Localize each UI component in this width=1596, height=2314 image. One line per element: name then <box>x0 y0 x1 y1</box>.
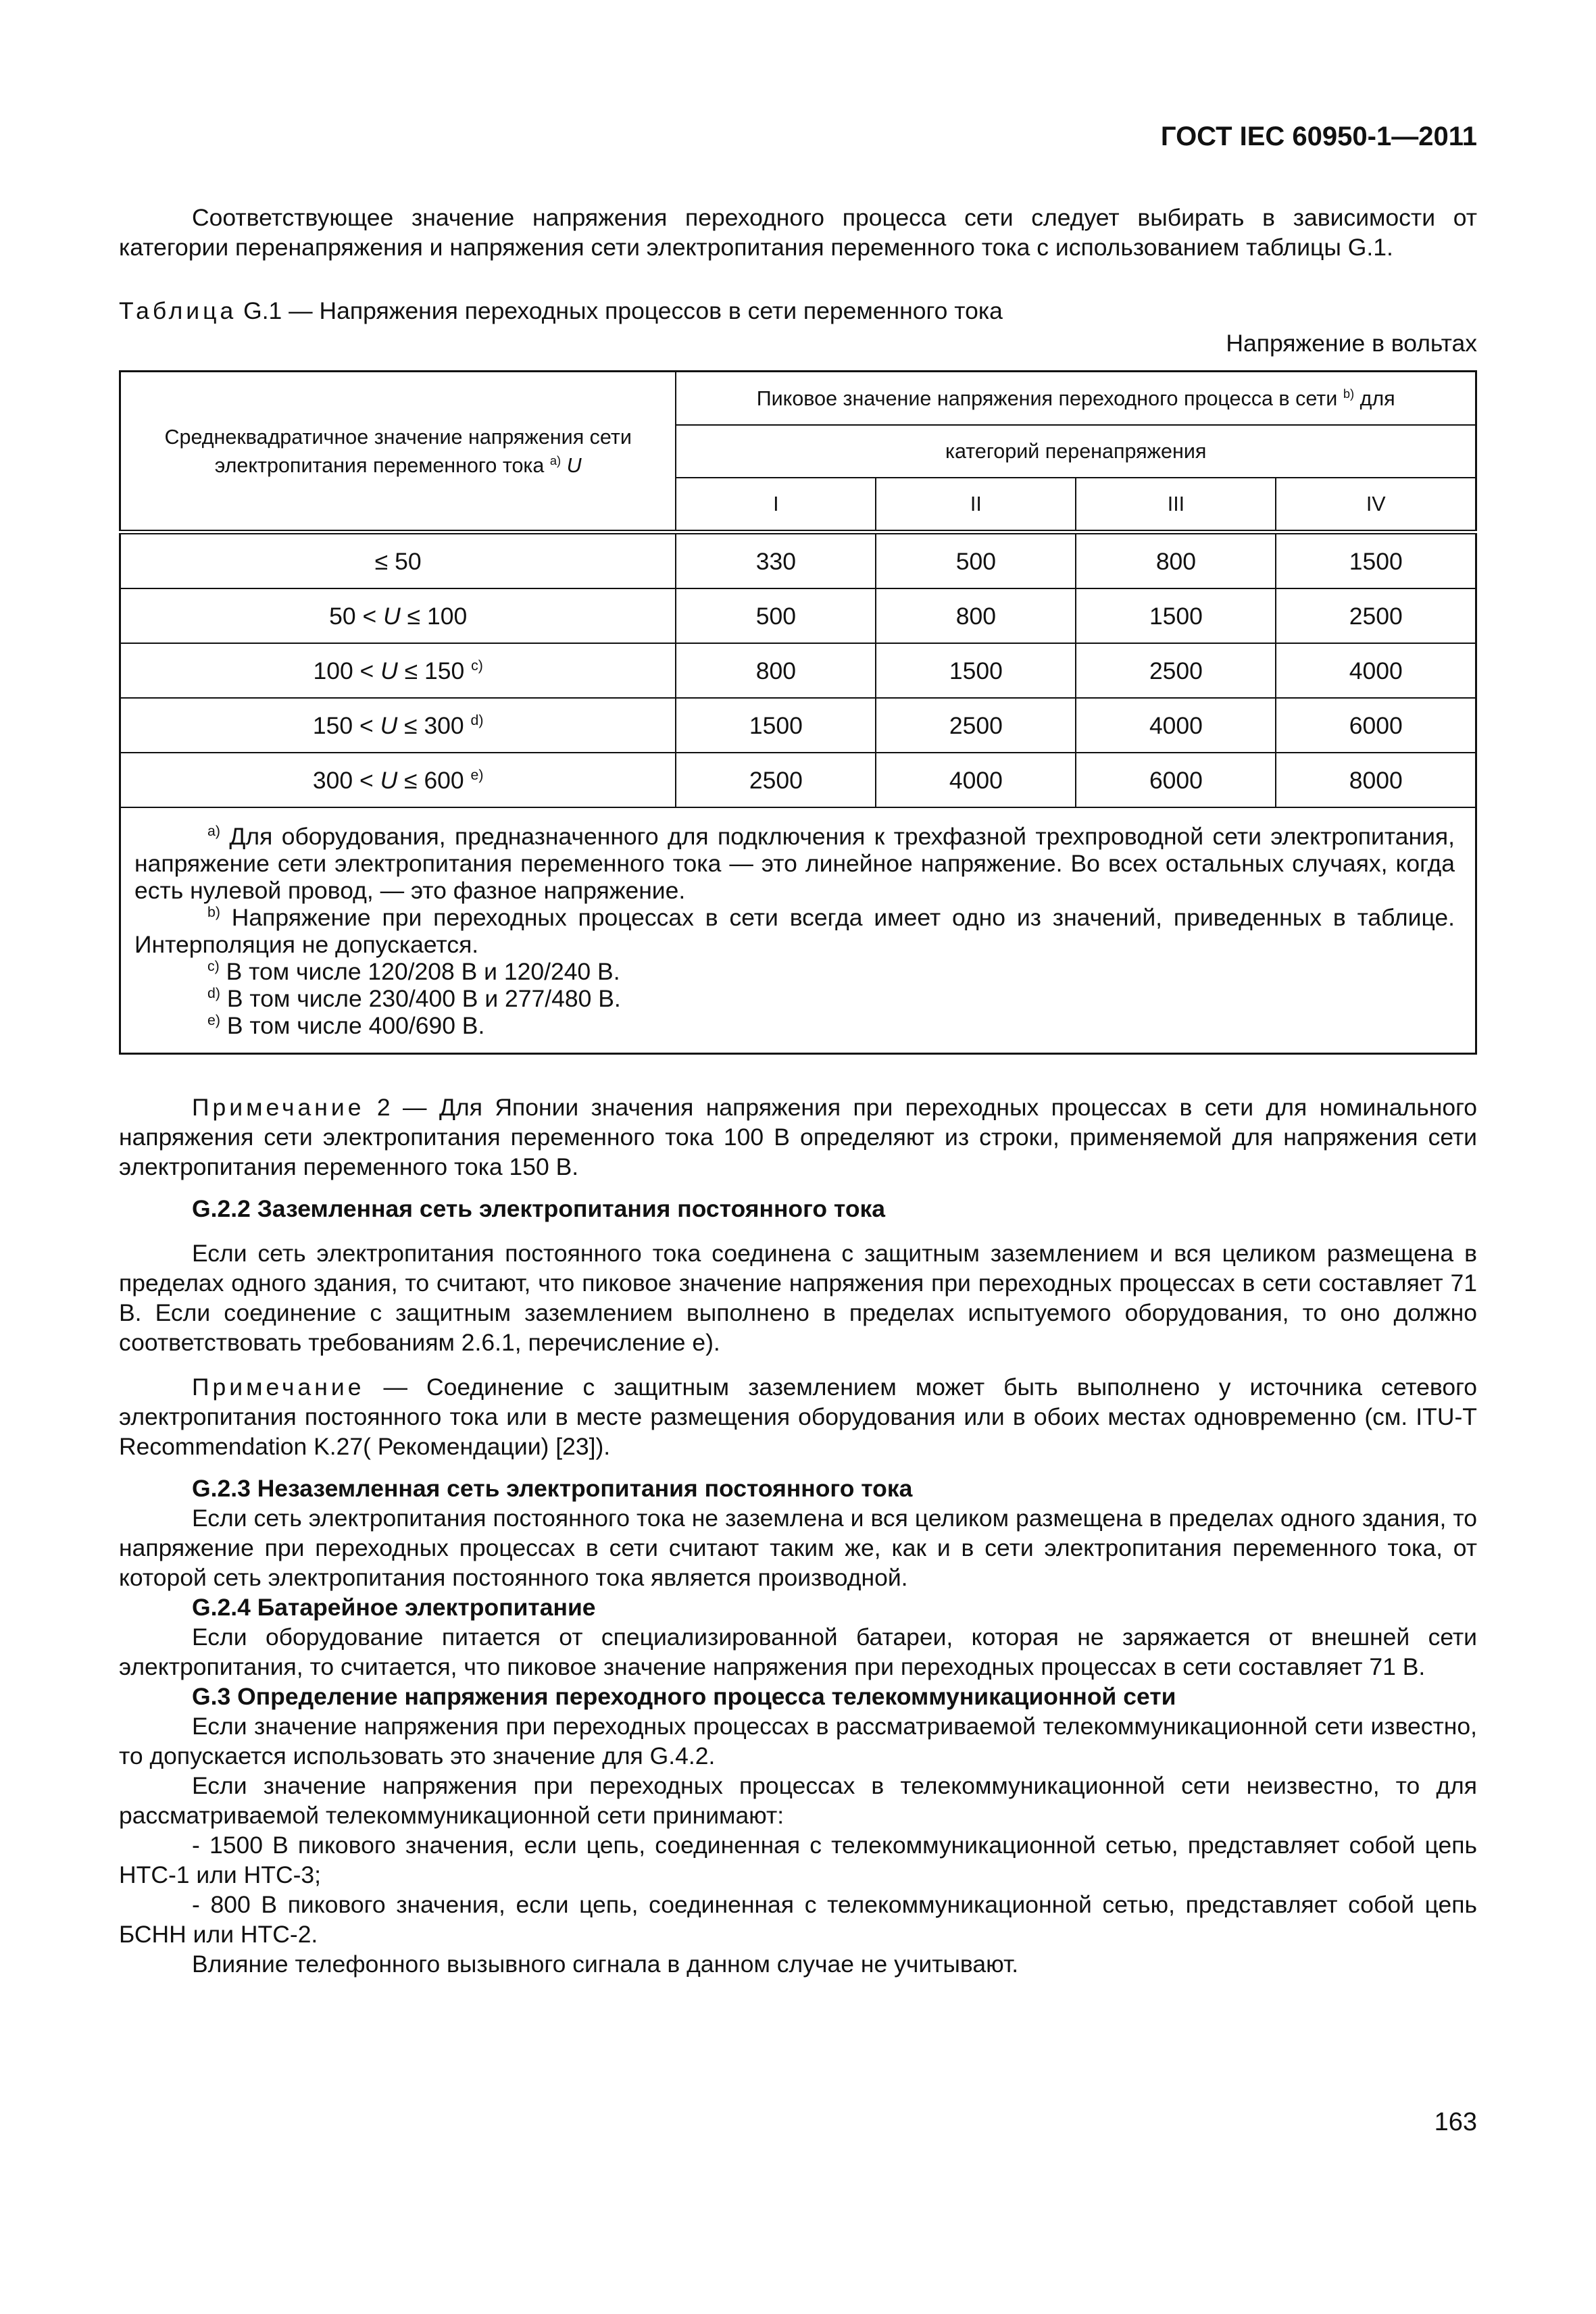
category-header: категорий перенапряжения <box>676 425 1476 478</box>
note-label: Примечание <box>192 1374 365 1401</box>
value-cell: 2500 <box>676 753 876 807</box>
range-symbol: U <box>380 766 398 794</box>
voltage-range-cell <box>120 698 676 753</box>
peak-header-prefix: Пиковое значение напряжения переходного процесса в сети <box>756 386 1338 410</box>
value-cell: 1500 <box>676 698 876 753</box>
range-upper: ≤ 100 <box>407 602 468 630</box>
section-g3-list-item-2: - 800 В пикового значения, если цепь, соединенная с телекоммуникационной сетью, представляет собой цепь БСНН или НТС-2. <box>119 1891 1477 1948</box>
range-upper: ≤ 150 <box>404 657 465 684</box>
table-row <box>120 753 1476 807</box>
page-content <box>119 203 1477 1979</box>
note-text: 2 — Для Японии значения напряжения при переходных процессах в сети для номинального напряжения сети электропитания переменного тока 100 В определяют из строки, применяемой для напряжения сети электропитания переменного тока 150 В. <box>119 1094 1478 1180</box>
peak-voltage-header <box>676 372 1476 426</box>
footnote-c <box>134 958 1455 985</box>
section-g23-paragraph: Если сеть электропитания постоянного тока не заземлена и вся целиком размещена в пределах одного здания, то напряжение при переходных процессах в сети считают таким же, как и в сети электропитания переменного тока, от которой сеть электропитания постоянного тока является производной. <box>119 1505 1477 1591</box>
footnote-a <box>134 823 1455 904</box>
note-text: — Соединение с защитным заземлением может быть выполнено у источника сетевого электропитания постоянного тока или в месте размещения оборудования или в обоих местах одновременно (см. ITU-T Recommendation K.27( Рекомендации) [23]). <box>119 1374 1477 1460</box>
value-cell: 1500 <box>1276 532 1476 589</box>
value-cell: 6000 <box>1276 698 1476 753</box>
value-cell: 800 <box>876 588 1076 643</box>
section-g22-note <box>119 1372 1477 1461</box>
standard-header: ГОСТ IEC 60950-1—2011 <box>1160 122 1477 151</box>
value-cell: 8000 <box>1276 753 1476 807</box>
voltage-range-cell <box>120 532 676 589</box>
range-lower: 150 < <box>312 711 374 739</box>
range-lower: 100 < <box>313 657 374 684</box>
table-row <box>120 698 1476 753</box>
value-cell: 6000 <box>1076 753 1276 807</box>
table-caption-title: G.1 — Напряжения переходных процессов в сети переменного тока <box>243 297 1003 324</box>
rms-header-symbol: U <box>566 453 582 477</box>
footnote-mark: e) <box>207 1012 220 1029</box>
section-g3-paragraph-2: Если значение напряжения при переходных процессах в телекоммуникационной сети неизвестно, то для рассматриваемой телекоммуникационной сети принимают: <box>119 1772 1477 1829</box>
footnote-mark: a) <box>207 823 220 840</box>
table-row <box>120 532 1476 589</box>
footnote-d <box>134 985 1455 1012</box>
note-label: Примечание <box>192 1094 365 1121</box>
table-row <box>120 588 1476 643</box>
value-cell: 800 <box>676 643 876 698</box>
category-ii: II <box>876 478 1076 532</box>
voltage-range-cell <box>120 753 676 807</box>
table-caption <box>119 296 1477 326</box>
range-symbol: U <box>380 657 398 684</box>
value-cell: 1500 <box>876 643 1076 698</box>
value-cell: 2500 <box>1276 588 1476 643</box>
voltage-range-cell <box>120 588 676 643</box>
footnote-text: В том числе 400/690 В. <box>226 1012 485 1039</box>
section-title-g22: G.2.2 Заземленная сеть электропитания постоянного тока <box>192 1195 886 1222</box>
category-iv: IV <box>1276 478 1476 532</box>
footnote-mark: c) <box>207 958 220 975</box>
rms-header-text: Среднеквадратичное значение напряжения сети электропитания переменного тока <box>164 425 632 477</box>
range-lower: 50 < <box>329 602 377 630</box>
value-cell: 800 <box>1076 532 1276 589</box>
category-iii: III <box>1076 478 1276 532</box>
footnote-b <box>134 904 1455 958</box>
footnote-text: В том числе 230/400 В и 277/480 В. <box>226 985 621 1012</box>
section-g24-paragraph: Если оборудование питается от специализированной батареи, которая не заряжается от внешней сети электропитания, то считается, что пиковое значение напряжения при переходных процессах в сети составляет 71 В. <box>119 1624 1477 1680</box>
peak-header-sup: b) <box>1343 386 1355 401</box>
value-cell: 4000 <box>1076 698 1276 753</box>
table-units: Напряжение в вольтах <box>1226 330 1477 357</box>
footnote-text: В том числе 120/208 В и 120/240 В. <box>226 958 620 985</box>
range-footnote-mark: e) <box>470 766 484 783</box>
table-footnotes-row <box>120 807 1476 1054</box>
value-cell: 500 <box>676 588 876 643</box>
value-cell: 330 <box>676 532 876 589</box>
table-caption-label: Таблица <box>119 297 237 324</box>
range-symbol: U <box>380 711 398 739</box>
section-g3-list-item-1: - 1500 В пикового значения, если цепь, соединенная с телекоммуникационной сетью, представляет собой цепь НТС-1 или НТС-3; <box>119 1832 1477 1888</box>
section-g22-paragraph: Если сеть электропитания постоянного тока соединена с защитным заземлением и вся целиком размещена в пределах одного здания, то считают, что пиковое значение напряжения при переходных процессах в сети составляет 71 В. Если соединение с защитным заземлением выполнено в пределах испытуемого оборудования, то оно должно соответствовать требованиям 2.6.1, перечисление е). <box>119 1240 1477 1356</box>
value-cell: 4000 <box>876 753 1076 807</box>
range-symbol: U <box>383 602 401 630</box>
footnote-text: Напряжение при переходных процессах в сети всегда имеет одно из значений, приведенных в таблице. Интерполяция не допускается. <box>134 904 1455 958</box>
table-footnotes <box>120 807 1476 1054</box>
range-text: ≤ 50 <box>374 547 422 575</box>
section-g3-paragraph-3: Влияние телефонного вызывного сигнала в данном случае не учитывают. <box>192 1951 1019 1978</box>
table-row <box>120 643 1476 698</box>
range-upper: ≤ 600 <box>404 766 464 794</box>
value-cell: 2500 <box>876 698 1076 753</box>
range-lower: 300 < <box>312 766 374 794</box>
footnote-mark: b) <box>207 904 220 921</box>
value-cell: 500 <box>876 532 1076 589</box>
value-cell: 4000 <box>1276 643 1476 698</box>
footnote-mark: d) <box>207 985 220 1002</box>
range-footnote-mark: c) <box>471 657 483 674</box>
range-upper: ≤ 300 <box>404 711 464 739</box>
range-footnote-mark: d) <box>470 711 484 728</box>
footnote-e <box>134 1012 1455 1039</box>
intro-paragraph: Соответствующее значение напряжения переходного процесса сети следует выбирать в зависимости от категории перенапряжения и напряжения сети электропитания переменного тока с использованием таблицы G.1. <box>119 204 1477 261</box>
section-title-g23: G.2.3 Незаземленная сеть электропитания постоянного тока <box>192 1475 913 1502</box>
section-g3-paragraph-1: Если значение напряжения при переходных процессах в рассматриваемой телекоммуникационной сети известно, то допускается использовать это значение для G.4.2. <box>119 1713 1477 1769</box>
note-2 <box>119 1092 1477 1182</box>
value-cell: 1500 <box>1076 588 1276 643</box>
section-title-g3: G.3 Определение напряжения переходного процесса телекоммуникационной сети <box>192 1683 1176 1710</box>
page-number: 163 <box>1434 2108 1477 2136</box>
transient-voltage-table <box>119 370 1477 1055</box>
voltage-range-cell <box>120 643 676 698</box>
rms-voltage-header <box>120 372 676 532</box>
rms-header-sup: a) <box>549 453 562 468</box>
section-title-g24: G.2.4 Батарейное электропитание <box>192 1594 596 1621</box>
value-cell: 2500 <box>1076 643 1276 698</box>
category-i: I <box>676 478 876 532</box>
footnote-text: Для оборудования, предназначенного для подключения к трехфазной трехпроводной сети электропитания, напряжение сети электропитания переменного тока — это линейное напряжение. Во всех остальных случаях, когда есть нулевой провод, — это фазное напряжение. <box>134 823 1455 904</box>
peak-header-suffix: для <box>1360 386 1395 410</box>
